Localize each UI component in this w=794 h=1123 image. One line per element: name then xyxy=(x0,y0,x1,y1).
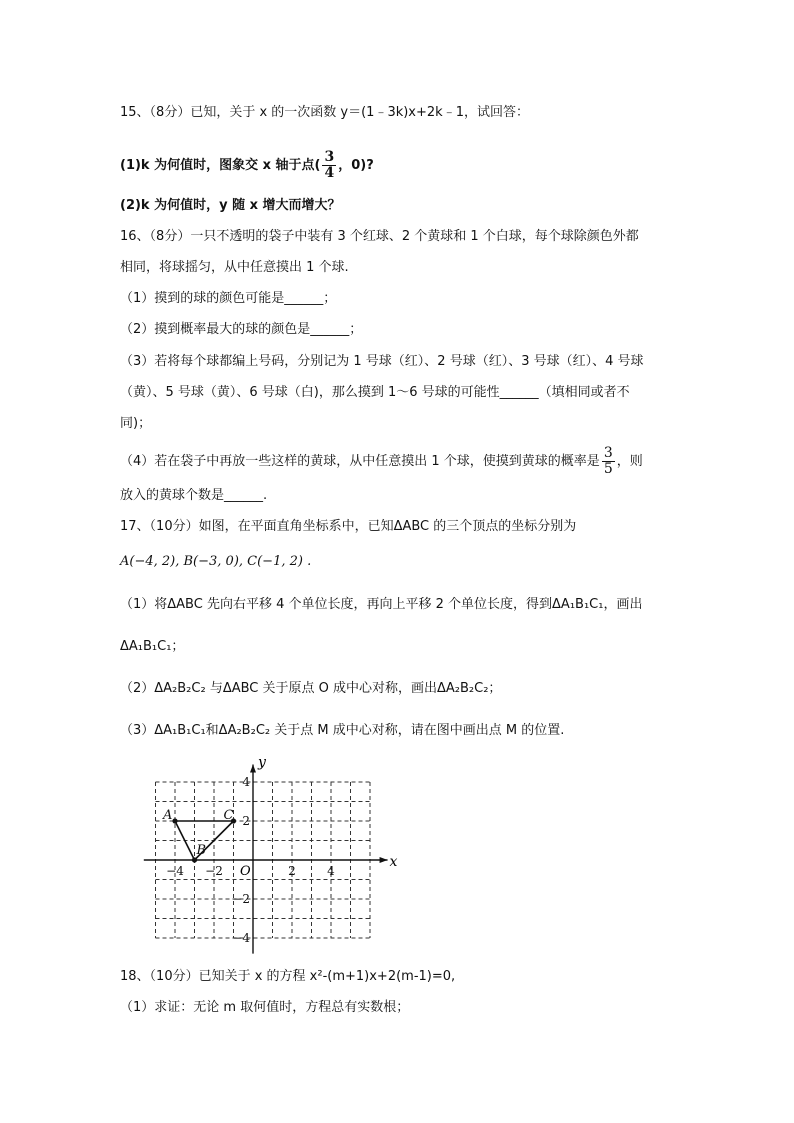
y-axis-label: y xyxy=(258,754,266,771)
origin-label: O xyxy=(240,864,251,879)
x-tick-label: −4 xyxy=(166,864,184,878)
q16-part4-pre: （4）若在袋子中再放一些这样的黄球，从中任意摸出 1 个球，使摸到黄球的概率是 xyxy=(120,454,600,469)
q15-fraction xyxy=(322,150,336,181)
x-axis-arrow xyxy=(380,857,388,863)
q15-part1-pre: (1)k 为何值时，图象交 x 轴于点( xyxy=(120,158,321,173)
vertex-dot-a xyxy=(172,818,177,823)
q16-part4a xyxy=(120,446,643,477)
y-tick-label: 2 xyxy=(242,814,250,828)
vertex-label-a: A xyxy=(163,808,173,823)
vertex-label-c: C xyxy=(223,808,234,823)
y-axis-arrow xyxy=(250,764,256,772)
q17-coords: A(−4, 2), B(−3, 0), C(−1, 2) . xyxy=(120,554,312,569)
y-tick-label: −2 xyxy=(232,892,250,906)
q16-fraction xyxy=(602,446,615,477)
q16-part4-post: ，则 xyxy=(616,454,643,469)
q17-part2: （2）ΔA₂B₂C₂ 与ΔABC 关于原点 O 成中心对称，画出ΔA₂B₂C₂； xyxy=(120,681,502,696)
vertex-label-b: B xyxy=(196,843,207,858)
triangle-abc xyxy=(162,808,236,863)
q16-fraction-den: 5 xyxy=(603,461,613,477)
x-tick-label: 2 xyxy=(288,864,296,878)
q15-fraction-num: 3 xyxy=(324,149,335,165)
q16-fraction-num: 3 xyxy=(603,445,613,461)
q17-part1b: ΔA₁B₁C₁； xyxy=(120,639,185,654)
q17-part3: （3）ΔA₁B₁C₁和ΔA₂B₂C₂ 关于点 M 成中心对称，请在图中画出点 M 的位置. xyxy=(120,723,565,738)
q18-header: 18、（10分）已知关于 x 的方程 x²-(m+1)x+2(m-1)=0, xyxy=(120,969,456,984)
vertex-dot-b xyxy=(192,857,197,862)
q16-part3b: （黄）、5 号球（黄）、6 号球（白)，那么摸到 1～6 号球的可能性______（填相同或者不 xyxy=(120,385,630,400)
q16-header: 16、（8分）一只不透明的袋子中装有 3 个红球、2 个黄球和 1 个白球，每个球除颜色外都 xyxy=(120,229,639,244)
q15-part1-post: ，0)? xyxy=(338,158,374,173)
q17-header: 17、（10分）如图，在平面直角坐标系中，已知ΔABC 的三个顶点的坐标分别为 xyxy=(120,519,577,534)
x-tick-label: −2 xyxy=(205,864,223,878)
q17-part1a: （1）将ΔABC 先向右平移 4 个单位长度，再向上平移 2 个单位长度，得到ΔA₁B₁C₁，画出 xyxy=(120,597,643,612)
x-axis-label: x xyxy=(389,854,398,870)
y-tick-label: 4 xyxy=(242,775,250,789)
q16-part2: （2）摸到概率最大的球的颜色是______； xyxy=(120,322,363,337)
q16-header2: 相同，将球摇匀，从中任意摸出 1 个球. xyxy=(120,260,349,275)
q15-header: 15、（8分）已知，关于 x 的一次函数 y＝(1﹣3k)x+2k﹣1，试回答： xyxy=(120,105,529,120)
q15-part1 xyxy=(120,150,374,181)
q16-part1: （1）摸到的球的颜色可能是______； xyxy=(120,291,337,306)
q16-part4b: 放入的黄球个数是______. xyxy=(120,488,268,503)
coordinate-grid-figure xyxy=(135,754,398,955)
x-tick-label: 4 xyxy=(327,864,335,878)
q16-part3c: 同)； xyxy=(120,416,152,431)
q18-part1: （1）求证：无论 m 取何值时，方程总有实数根； xyxy=(120,1000,410,1015)
q15-part2: (2)k 为何值时，y 随 x 增大而增大？ xyxy=(120,198,341,213)
q15-fraction-den: 4 xyxy=(324,165,335,181)
y-tick-label: −4 xyxy=(232,931,250,945)
q16-part3a: （3）若将每个球都编上号码，分别记为 1 号球（红）、2 号球（红）、3 号球（红）、4 号球 xyxy=(120,354,644,369)
